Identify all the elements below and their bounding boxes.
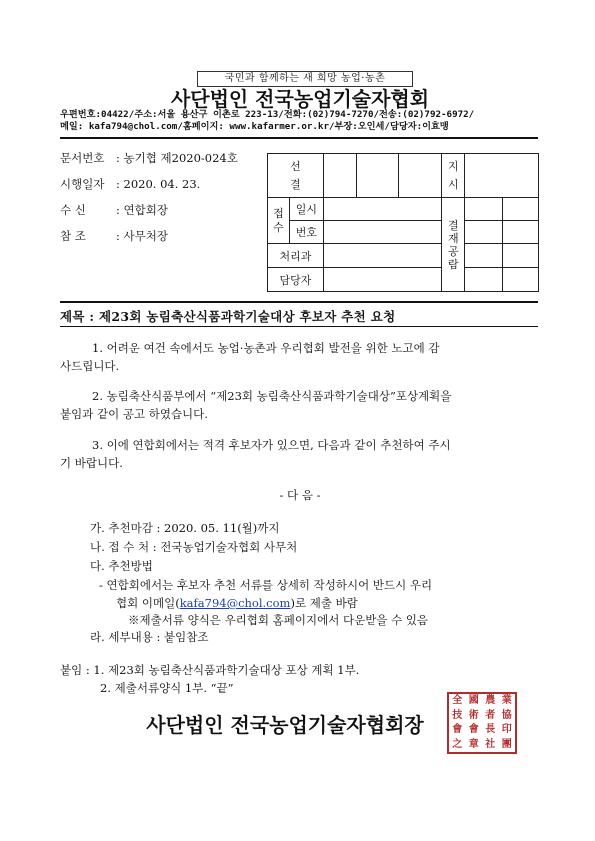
paragraph-1-line-1: 1. 어려운 여건 속에서도 농업·농촌과 우리협회 발전을 위한 노고에 감 bbox=[92, 341, 440, 355]
issue-date-label: 시행일자 bbox=[60, 177, 105, 191]
deadline-item: 가. 추천마감 : 2020. 05. 11(월)까지 bbox=[90, 521, 280, 535]
email-link[interactable]: kafa794@chol.com bbox=[179, 596, 291, 610]
approval-cell-7 bbox=[465, 268, 503, 292]
contact-line-1: 우편번호:04422/주소:서울 용산구 이촌로 223-13/전화:(02)794-7270/전송:(02)792-6972/ bbox=[60, 109, 475, 120]
details-item: 라. 세부내용 : 붙임참조 bbox=[90, 630, 209, 644]
receiving-office-item: 나. 접 수 처 : 전국농업기술자협회 사무처 bbox=[90, 540, 298, 554]
method-line-2 bbox=[116, 594, 358, 612]
slogan-box: 국민과 함께하는 새 희망 농업·농촌 bbox=[197, 71, 413, 87]
approval-cell-1 bbox=[465, 198, 503, 221]
approval-cell-4 bbox=[503, 221, 539, 244]
subject-bottom-divider bbox=[60, 326, 538, 327]
reference-row bbox=[60, 229, 168, 243]
paragraph-3-line-2: 기 바랍니다. bbox=[60, 456, 123, 470]
person-in-charge-cell bbox=[323, 268, 441, 292]
paragraph-2-line-1: 2. 농림축산식품부에서 “제23회 농림축산식품과학기술대상”포상계획을 bbox=[92, 389, 452, 403]
details-heading: - 다 음 - bbox=[279, 488, 321, 502]
paragraph-3-line-1: 3. 이에 연합회에서는 적격 후보자가 있으면, 다음과 같이 추천하여 주시 bbox=[92, 438, 451, 452]
paragraph-2-line-2: 붙임과 같이 공고 하였습니다. bbox=[60, 407, 208, 421]
subject-line: 제목 : 제23회 농림축산식품과학기술대상 후보자 추천 요청 bbox=[60, 309, 396, 324]
approval-cell-3 bbox=[465, 221, 503, 244]
approval-cell-8 bbox=[503, 268, 539, 292]
approval-cell-5 bbox=[465, 244, 503, 268]
attachment-line-1: 붙임 : 1. 제23회 농림축산식품과학기술대상 포상 계획 1부. bbox=[60, 663, 360, 677]
issue-date-value: : 2020. 04. 23. bbox=[116, 177, 201, 191]
method-line-2-suffix: )로 제출 바람 bbox=[290, 596, 358, 610]
contact-line-2: 메일: kafa794@chol.com/홈페이지: www.kafarmer.or.kr/부장:오인세/담당자:이효맹 bbox=[60, 121, 449, 132]
attachment-line-2: 2. 제출서류양식 1부. “끝” bbox=[100, 681, 234, 695]
doc-number-row bbox=[60, 151, 238, 165]
reference-value: : 사무처장 bbox=[116, 229, 168, 243]
number-cell bbox=[323, 221, 441, 244]
approval-review-label: 결 재 공 람 bbox=[442, 198, 465, 292]
paragraph-1-line-2: 사드립니다. bbox=[60, 359, 120, 373]
receipt-label: 접 수 bbox=[268, 198, 290, 244]
doc-number-value: : 농기협 제2020-024호 bbox=[116, 151, 238, 165]
org-title: 사단법인 전국농업기술자협회 bbox=[170, 87, 430, 111]
recipient-value: : 연합회장 bbox=[116, 203, 168, 217]
pre-decision-label: 선 결 bbox=[268, 154, 324, 198]
person-in-charge-label: 담당자 bbox=[268, 268, 324, 292]
approval-cell-6 bbox=[503, 244, 539, 268]
approval-table bbox=[267, 153, 539, 292]
method-line-2-prefix: 협회 이메일( bbox=[116, 596, 180, 610]
subject-top-divider bbox=[60, 301, 538, 303]
pre-decision-cell-2 bbox=[356, 154, 398, 198]
method-line-1: - 연합회에서는 후보자 추천 서류를 상세히 작성하시어 반드시 우리 bbox=[99, 578, 433, 592]
pre-decision-cell-1 bbox=[323, 154, 356, 198]
doc-number-label: 문서번호 bbox=[60, 151, 105, 165]
official-seal-stamp: 全 國 農 業 技 術 者 協 會 會 長 印 之 章 社 團 bbox=[447, 692, 517, 754]
approval-cell-2 bbox=[503, 198, 539, 221]
issue-date-row bbox=[60, 177, 200, 191]
reference-label: 참 조 bbox=[60, 229, 86, 243]
recipient-row bbox=[60, 203, 168, 217]
instruction-label: 지 시 bbox=[442, 154, 465, 198]
datetime-cell bbox=[323, 198, 441, 221]
recipient-label: 수 신 bbox=[60, 203, 86, 217]
header-divider bbox=[60, 137, 538, 139]
form-download-note: ※제출서류 양식은 우리협회 홈페이지에서 다운받을 수 있음 bbox=[128, 613, 429, 627]
number-label: 번호 bbox=[289, 221, 323, 244]
instruction-cell bbox=[465, 154, 539, 198]
pre-decision-cell-3 bbox=[398, 154, 442, 198]
method-item: 다. 추천방법 bbox=[90, 559, 153, 573]
processing-dept-cell bbox=[323, 244, 441, 268]
signature-name: 사단법인 전국농업기술자협회장 bbox=[146, 713, 424, 737]
processing-dept-label: 처리과 bbox=[268, 244, 324, 268]
datetime-label: 일시 bbox=[289, 198, 323, 221]
